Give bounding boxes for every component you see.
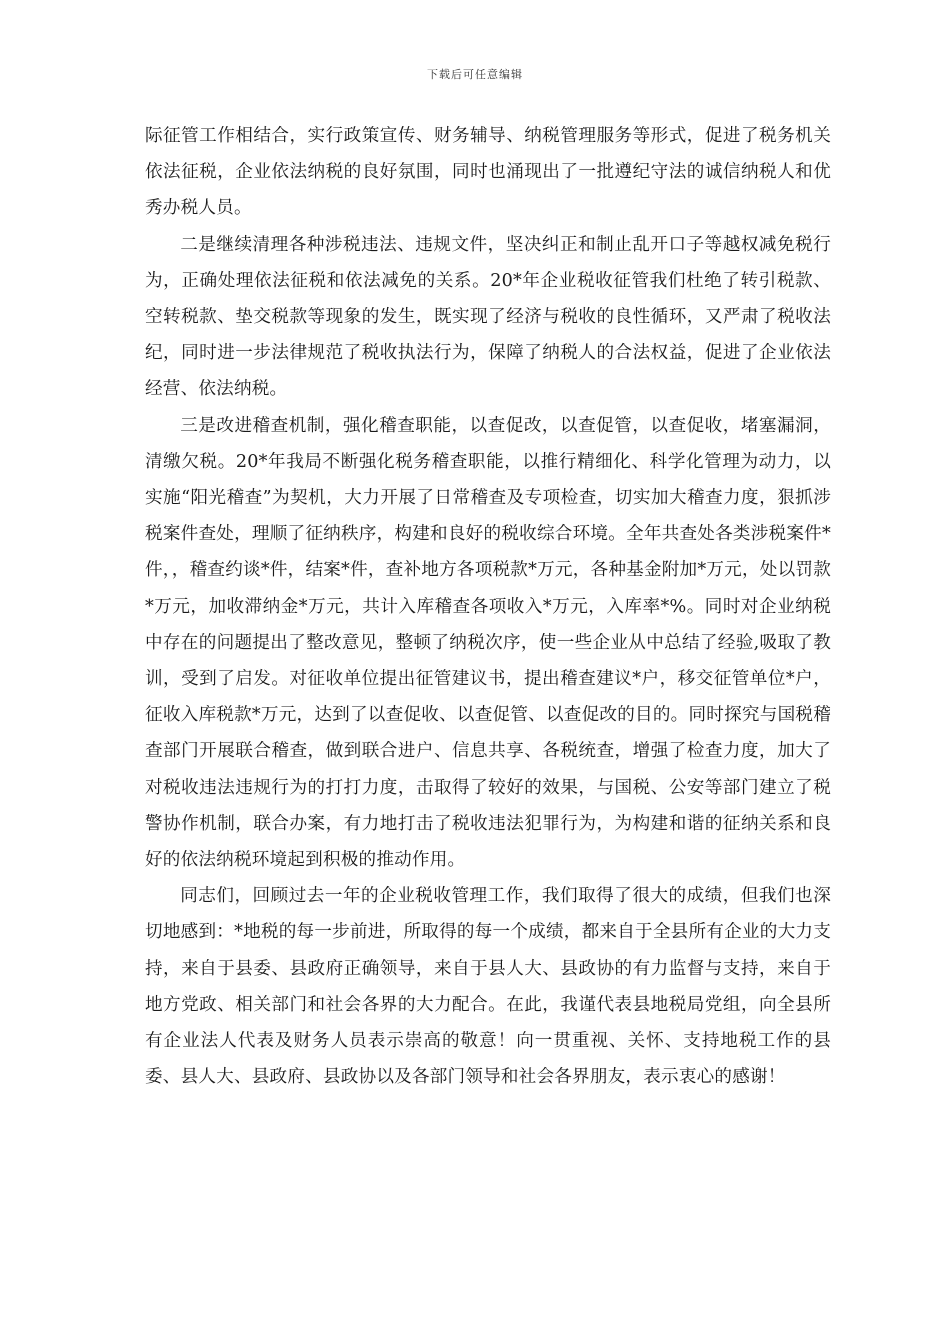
paragraph-3: 三是改进稽查机制，强化稽查职能，以查促改，以查促管，以查促收，堵塞漏洞，清缴欠税。20*年我局不断强化税务稽查职能，以推行精细化、科学化管理为动力，以实施“阳光稽查”为契机，大力开展了日常稽查及专项检查，切实加大稽查力度，狠抓涉税案件查处，理顺了征纳秩序，构建和良好的税收综合环境。全年共查处各类涉税案件*件，，稽查约谈*件，结案*件，查补地方各项税款*万元，各种基金附加*万元，处以罚款*万元，加收滞纳金*万元，共计入库稽查各项收入*万元，入库率*%。同时对企业纳税中存在的问题提出了整改意见，整顿了纳税次序，使一些企业从中总结了经验,吸取了教训，受到了启发。对征收单位提出征管建议书，提出稽查建议*户，移交征管单位*户，征收入库税款*万元，达到了以查促收、以查促管、以查促改的目的。同时探究与国税稽查部门开展联合稽查，做到联合进户、信息共享、各税统查，增强了检查力度，加大了对税收违法违规行为的打打力度，击取得了较好的效果，与国税、公安等部门建立了税警协作机制，联合办案，有力地打击了税收违法犯罪行为，为构建和谐的征纳关系和良好的依法纳税环境起到积极的推动作用。	[145, 415, 831, 871]
paragraph-4: 同志们，回顾过去一年的企业税收管理工作，我们取得了很大的成绩，但我们也深切地感到：*地税的每一步前进，所取得的每一个成绩，都来自于全县所有企业的大力支持，来自于县委、县政府正确领导，来自于县人大、县政协的有力监督与支持，来自于地方党政、相关部门和社会各界的大力配合。在此，我谨代表县地税局党组，向全县所有企业法人代表及财务人员表示崇高的敬意！向一贯重视、关怀、支持地税工作的县委、县人大、县政府、县政协以及各部门领导和社会各界朋友，表示衷心的感谢！	[145, 886, 831, 1088]
paragraph-1: 际征管工作相结合，实行政策宣传、财务辅导、纳税管理服务等形式，促进了税务机关依法征税，企业依法纳税的良好氛围，同时也涌现出了一批遵纪守法的诚信纳税人和优秀办税人员。	[145, 126, 831, 219]
document-body	[145, 118, 831, 1095]
paragraph-2: 二是继续清理各种涉税违法、违规文件，坚决纠正和制止乱开口子等越权减免税行为，正确处理依法征税和依法减免的关系。20*年企业税收征管我们杜绝了转引税款、空转税款、垫交税款等现象的发生，既实现了经济与税收的良性循环，又严肃了税收法纪，同时进一步法律规范了税收执法行为，保障了纳税人的合法权益，促进了企业依法经营、依法纳税。	[145, 234, 831, 400]
header-note: 下载后可任意编辑	[427, 68, 523, 81]
